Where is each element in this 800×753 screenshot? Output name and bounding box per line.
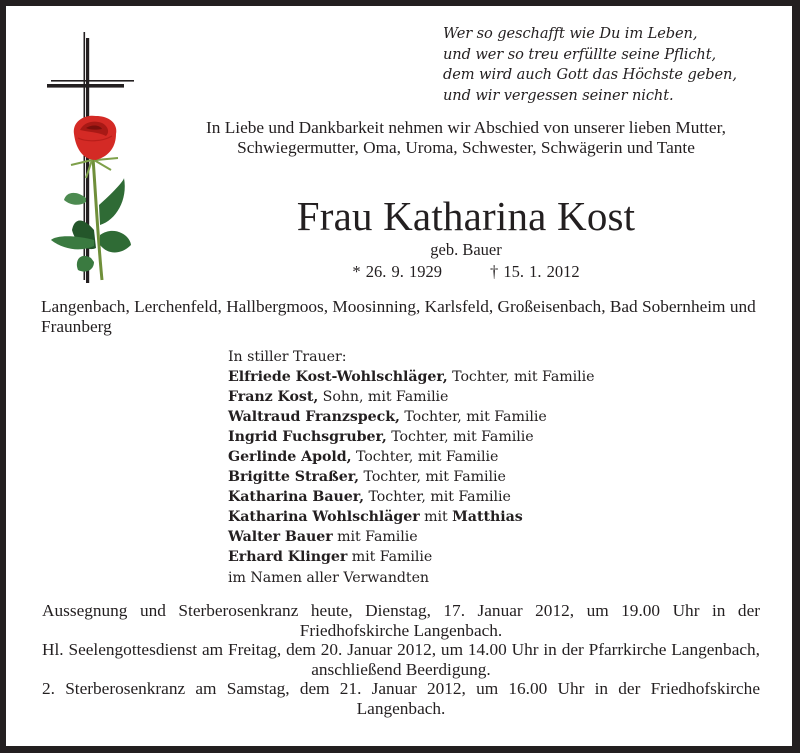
poem-line: und wer so treu erfüllte seine Pflicht, xyxy=(443,45,717,63)
mourner-relation: Tochter, mit Familie xyxy=(399,409,547,426)
mourner-entry xyxy=(228,447,678,467)
mourner-name: Gerlinde Apold, xyxy=(228,449,352,466)
mourner-entry xyxy=(228,527,678,547)
service-entry: Aussegnung und Sterberosenkranz heute, Dienstag, 17. Januar 2012, um 19.00 Uhr in der Friedhofskirche Langenbach. xyxy=(42,601,760,640)
maiden-name: geb. Bauer xyxy=(430,240,502,259)
mourner-relation: Tochter, mit Familie xyxy=(359,469,506,486)
mourner-entry xyxy=(228,367,678,387)
mourner-relation: Tochter, mit Familie xyxy=(364,489,511,506)
mourner-name: Ingrid Fuchsgruber, xyxy=(228,429,387,446)
mourner-relation: Tochter, mit Familie xyxy=(447,369,595,386)
poem-line: dem wird auch Gott das Höchste geben, xyxy=(443,66,737,84)
deceased-name: Frau Katharina Kost xyxy=(296,193,636,239)
mourner-relation: mit xyxy=(419,509,453,526)
service-entry: Hl. Seelengottesdienst am Freitag, dem 20. Januar 2012, um 14.00 Uhr in der Pfarrkirche Langenbach, anschließend Beerdigung. xyxy=(42,640,760,679)
mourner-relation: mit Familie xyxy=(332,529,418,546)
poem xyxy=(443,24,783,106)
mourner-entry xyxy=(228,407,678,427)
mourners-footer: im Namen aller Verwandten xyxy=(228,569,430,586)
mourner-relation: Sohn, mit Familie xyxy=(318,389,449,406)
mourner-name: Elfriede Kost-Wohlschläger, xyxy=(228,369,448,386)
mourner-name: Erhard Klinger xyxy=(228,549,348,566)
mourner-entry xyxy=(228,467,678,487)
service-schedule xyxy=(42,601,760,719)
death-date: † 15. 1. 2012 xyxy=(490,262,580,281)
life-dates xyxy=(166,262,766,282)
places-text: Langenbach, Lerchenfeld, Hallbergmoos, Moosinning, Karlsfeld, Großeisenbach, Bad Sobernheim und Fraunberg xyxy=(41,297,756,336)
mourner-relation: mit Familie xyxy=(347,549,433,566)
poem-line: und wir vergessen seiner nicht. xyxy=(443,86,674,104)
mourner-entry xyxy=(228,487,678,507)
mourners-heading: In stiller Trauer: xyxy=(228,349,347,365)
mourner-name: Katharina Wohlschläger xyxy=(228,509,420,526)
mourner-name: Walter Bauer xyxy=(228,529,333,546)
mourner-name: Waltraud Franzspeck, xyxy=(228,409,400,426)
mourner-name: Katharina Bauer, xyxy=(228,489,365,506)
mourner-entry xyxy=(228,507,678,527)
intro-text: In Liebe und Dankbarkeit nehmen wir Abschied von unserer lieben Mutter, Schwiegermutter, Oma, Uroma, Schwester, Schwägerin und Tante xyxy=(206,118,726,157)
obituary-notice xyxy=(6,6,792,746)
mourner-entry xyxy=(228,547,678,567)
mourner-name-2: Matthias xyxy=(452,509,523,526)
poem-line: Wer so geschafft wie Du im Leben, xyxy=(443,25,698,42)
service-entry: 2. Sterberosenkranz am Samstag, dem 21. Januar 2012, um 16.00 Uhr in der Friedhofskirche Langenbach. xyxy=(42,679,760,718)
mourner-entry xyxy=(228,387,678,407)
mourner-entry xyxy=(228,427,678,447)
mourner-name: Franz Kost, xyxy=(228,389,319,406)
cross-rose-image xyxy=(36,30,136,285)
cross-rose-icon xyxy=(36,30,136,285)
mourner-relation: Tochter, mit Familie xyxy=(351,449,499,466)
birth-date: * 26. 9. 1929 xyxy=(352,262,442,281)
mourner-name: Brigitte Straßer, xyxy=(228,469,360,486)
mourner-relation: Tochter, mit Familie xyxy=(386,429,534,446)
mourners-list xyxy=(228,347,678,588)
